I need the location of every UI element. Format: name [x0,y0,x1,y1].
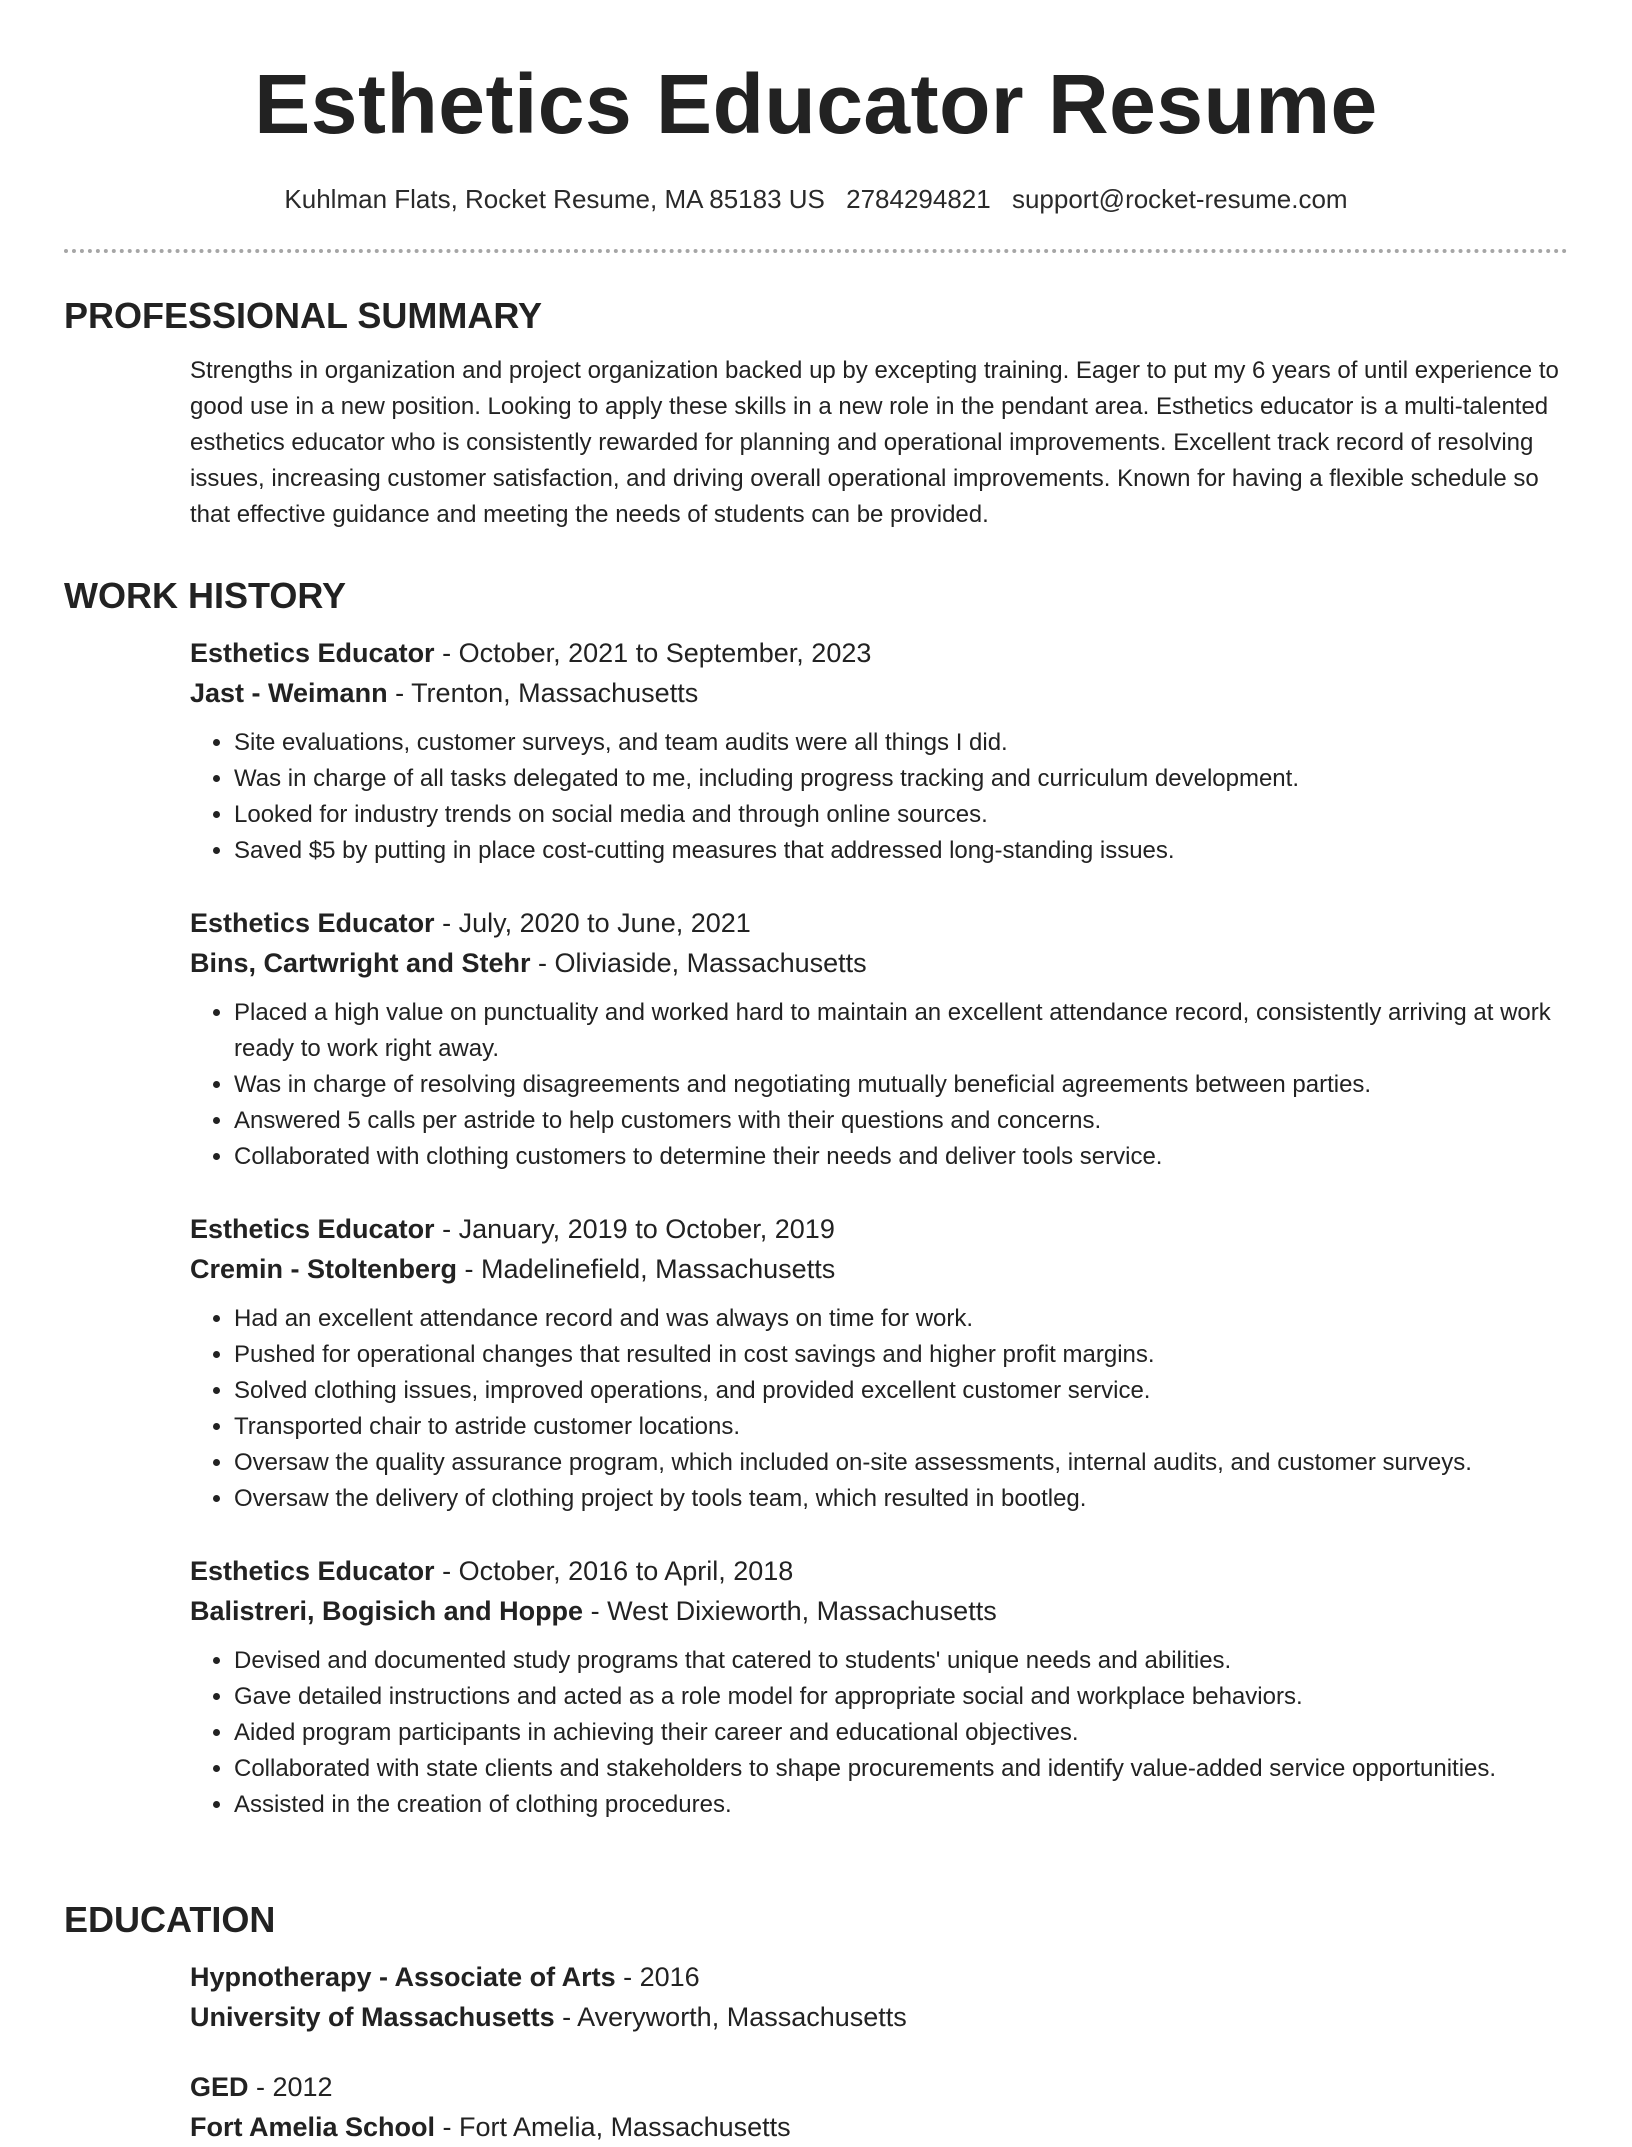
professional-summary-section [64,253,1568,533]
job-location: - Oliviaside, Massachusetts [530,948,867,979]
degree-line [190,1957,1568,1997]
contact-email: support@rocket-resume.com [1011,184,1348,215]
list-item: • Oversaw the delivery of clothing project by tools team, which resulted in bootleg. [234,1481,1568,1517]
school: Fort Amelia School [190,2112,436,2143]
job-dates: - October, 2021 to September, 2023 [434,638,872,669]
list-item: • Placed a high value on punctuality and worked hard to maintain an excellent attendance record, consistently arriving at work ready to work right away. [234,995,1568,1067]
job-bullets [190,1301,1568,1517]
list-item: • Looked for industry trends on social media and through online sources. [234,797,1568,833]
job-entry [190,633,1568,869]
work-history-section [64,533,1568,1823]
school: University of Massachusetts [190,2002,555,2033]
section-body [190,353,1568,533]
page-title: Esthetics Educator Resume [254,57,1378,151]
section-heading: EDUCATION [64,1899,276,1941]
degree: Hypnotherapy - Associate of Arts [190,1962,616,1993]
contact-phone: 2784294821 [846,184,991,215]
job-company-line [190,943,1568,983]
job-entry [190,1551,1568,1823]
job-location: - Trenton, Massachusetts [387,678,699,709]
degree: GED [190,2072,249,2103]
list-item: • Was in charge of resolving disagreements and negotiating mutually beneficial agreements between parties. [234,1067,1568,1103]
section-body [190,633,1568,1823]
job-dates: - July, 2020 to June, 2021 [434,908,751,939]
list-item: • Transported chair to astride customer locations. [234,1409,1568,1445]
job-entry [190,903,1568,1175]
school-line [190,1997,1568,2037]
education-section [64,1857,1568,2147]
school-line [190,2107,1568,2147]
list-item: • Saved $5 by putting in place cost-cutting measures that addressed long-standing issues. [234,833,1568,869]
list-item: • Gave detailed instructions and acted as a role model for appropriate social and workplace behaviors. [234,1679,1568,1715]
job-bullets [190,1643,1568,1823]
section-heading: WORK HISTORY [64,575,347,617]
job-title: Esthetics Educator [190,1214,435,1245]
list-item: • Collaborated with clothing customers to determine their needs and deliver tools service. [234,1139,1568,1175]
list-item: • Devised and documented study programs that catered to students' unique needs and abilities. [234,1643,1568,1679]
section-body [190,1957,1568,2147]
job-title: Esthetics Educator [190,1556,435,1587]
degree-year: - 2012 [248,2072,333,2103]
list-item: • Assisted in the creation of clothing procedures. [234,1787,1568,1823]
job-company: Jast - Weimann [190,678,388,709]
list-item: • Site evaluations, customer surveys, and team audits were all things I did. [234,725,1568,761]
contact-info [0,184,1632,215]
school-location: - Fort Amelia, Massachusetts [435,2112,791,2143]
job-title-line [190,903,1568,943]
resume-header [0,0,1632,215]
job-dates: - January, 2019 to October, 2019 [434,1214,835,1245]
job-company-line [190,673,1568,713]
degree-line [190,2067,1568,2107]
job-entry [190,1209,1568,1517]
education-entry [190,2067,1568,2147]
list-item: • Solved clothing issues, improved operations, and provided excellent customer service. [234,1373,1568,1409]
job-company: Balistreri, Bogisich and Hoppe [190,1596,584,1627]
job-company-line [190,1249,1568,1289]
job-company: Bins, Cartwright and Stehr [190,948,531,979]
job-title: Esthetics Educator [190,638,435,669]
job-location: - West Dixieworth, Massachusetts [583,1596,997,1627]
job-bullets [190,995,1568,1175]
job-title-line [190,1209,1568,1249]
list-item: • Was in charge of all tasks delegated to me, including progress tracking and curriculum development. [234,761,1568,797]
list-item: • Answered 5 calls per astride to help customers with their questions and concerns. [234,1103,1568,1139]
job-title-line [190,633,1568,673]
job-location: - Madelinefield, Massachusetts [457,1254,836,1285]
summary-text: Strengths in organization and project organization backed up by excepting training. Eager to put my 6 years of until experience to good use in a new position. Looking to apply these skills in a new role in the pendant area. Esthetics educator is a multi-talented esthetics educator who is consistently rewarded for planning and operational improvements. Excellent track record of resolving issues, increasing customer satisfaction, and driving overall operational improvements. Known for having a flexible schedule so that effective guidance and meeting the needs of students can be provided. [190,357,1559,529]
school-location: - Averyworth, Massachusetts [554,2002,907,2033]
contact-address: Kuhlman Flats, Rocket Resume, MA 85183 US [284,184,825,215]
list-item: • Oversaw the quality assurance program, which included on-site assessments, internal audits, and customer surveys. [234,1445,1568,1481]
job-company: Cremin - Stoltenberg [190,1254,458,1285]
section-heading: PROFESSIONAL SUMMARY [64,295,543,337]
list-item: • Pushed for operational changes that resulted in cost savings and higher profit margins. [234,1337,1568,1373]
list-item: • Collaborated with state clients and stakeholders to shape procurements and identify value-added service opportunities. [234,1751,1568,1787]
list-item: • Had an excellent attendance record and was always on time for work. [234,1301,1568,1337]
job-bullets [190,725,1568,869]
education-entry [190,1957,1568,2037]
job-dates: - October, 2016 to April, 2018 [434,1556,794,1587]
job-title: Esthetics Educator [190,908,435,939]
list-item: • Aided program participants in achieving their career and educational objectives. [234,1715,1568,1751]
degree-year: - 2016 [615,1962,700,1993]
job-company-line [190,1591,1568,1631]
job-title-line [190,1551,1568,1591]
